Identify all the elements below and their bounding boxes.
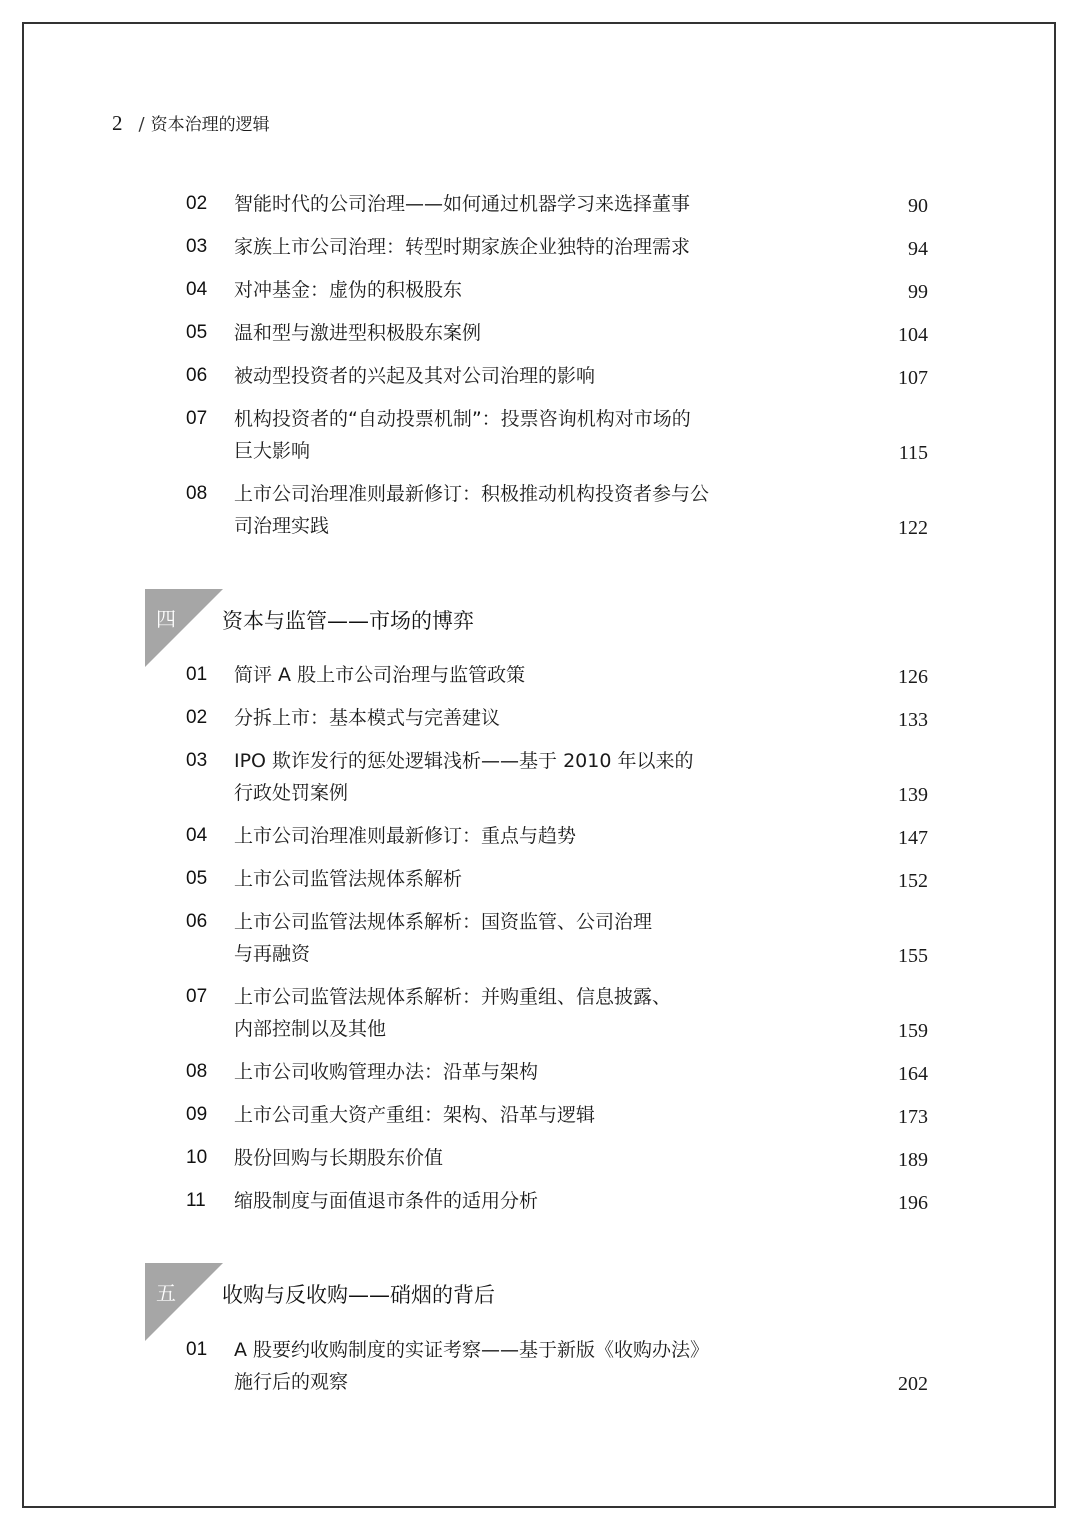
entry-number: 06 [186,365,208,386]
entry-number: 04 [186,825,208,846]
book-title: 资本治理的逻辑 [150,115,270,135]
entry-title-line: 施行后的观察 [234,1371,349,1393]
entry-number: 01 [186,664,208,685]
entry-page: 196 [898,1192,928,1214]
running-header [112,110,270,136]
entry-page: 139 [898,784,928,806]
entry-title-line: 对冲基金：虚伪的积极股东 [234,279,463,301]
entry-title-line: 上市公司治理准则最新修订：积极推动机构投资者参与公 [234,483,710,505]
entry-title-line: 股份回购与长期股东价值 [234,1147,444,1169]
entry-number: 06 [186,911,208,932]
section-title: 收购与反收购——硝烟的背后 [222,1283,495,1307]
entry-title-line: 上市公司监管法规体系解析 [234,868,463,890]
section-heading [0,589,1080,667]
entry-title-line: 机构投资者的“自动投票机制”：投票咨询机构对市场的 [234,408,691,430]
entry-title-line: 被动型投资者的兴起及其对公司治理的影响 [234,365,596,387]
entry-title-line: 上市公司治理准则最新修订：重点与趋势 [234,825,577,847]
entry-title-line: 上市公司监管法规体系解析：并购重组、信息披露、 [234,986,672,1008]
entry-page: 99 [908,281,928,303]
entry-page: 126 [898,666,928,688]
entry-title-line: 行政处罚案例 [234,782,349,804]
entry-title-line: 家族上市公司治理：转型时期家族企业独特的治理需求 [234,236,691,258]
entry-page: 202 [898,1373,928,1395]
entry-number: 05 [186,322,208,343]
section-numeral: 四 [156,607,176,631]
entry-number: 01 [186,1339,208,1360]
entry-page: 189 [898,1149,928,1171]
entry-title-line: 司治理实践 [234,515,330,537]
entry-number: 02 [186,707,208,728]
entry-number: 09 [186,1104,208,1125]
entry-title-line: 智能时代的公司治理——如何通过机器学习来选择董事 [234,193,691,215]
entry-number: 10 [186,1147,208,1168]
entry-page: 155 [898,945,928,967]
entry-number: 04 [186,279,208,300]
page-number: 2 [112,111,123,135]
entry-page: 173 [898,1106,928,1128]
entry-page: 133 [898,709,928,731]
entry-title-line: 温和型与激进型积极股东案例 [234,322,482,344]
entry-number: 08 [186,1061,208,1082]
entry-number: 05 [186,868,208,889]
entry-number: 08 [186,483,208,504]
entry-title-line: IPO 欺诈发行的惩处逻辑浅析——基于 2010 年以来的 [234,750,694,772]
section-heading [0,1263,1080,1341]
entry-title-line: 内部控制以及其他 [234,1018,387,1040]
entry-number: 11 [186,1190,206,1211]
entry-page: 147 [898,827,928,849]
entry-number: 03 [186,236,208,257]
entry-page: 90 [908,195,928,217]
entry-number: 07 [186,986,208,1007]
entry-page: 152 [898,870,928,892]
entry-title-line: 巨大影响 [234,440,311,462]
entry-title-line: 上市公司重大资产重组：架构、沿革与逻辑 [234,1104,596,1126]
entry-number: 03 [186,750,208,771]
entry-number: 02 [186,193,208,214]
entry-page: 115 [898,442,928,464]
entry-number: 07 [186,408,208,429]
entry-page: 107 [898,367,928,389]
entry-title-line: 缩股制度与面值退市条件的适用分析 [234,1190,539,1212]
entry-page: 122 [898,517,928,539]
header-separator: / [138,114,145,135]
entry-title-line: 简评 A 股上市公司治理与监管政策 [234,664,526,686]
entry-page: 94 [908,238,928,260]
section-numeral: 五 [156,1281,176,1305]
entry-title-line: A 股要约收购制度的实证考察——基于新版《收购办法》 [234,1339,710,1361]
entry-title-line: 分拆上市：基本模式与完善建议 [234,707,501,729]
entry-title-line: 与再融资 [234,943,311,965]
section-title: 资本与监管——市场的博弈 [222,609,474,633]
entry-page: 164 [898,1063,928,1085]
entry-title-line: 上市公司收购管理办法：沿革与架构 [234,1061,539,1083]
entry-page: 104 [898,324,928,346]
entry-page: 159 [898,1020,928,1042]
entry-title-line: 上市公司监管法规体系解析：国资监管、公司治理 [234,911,653,933]
